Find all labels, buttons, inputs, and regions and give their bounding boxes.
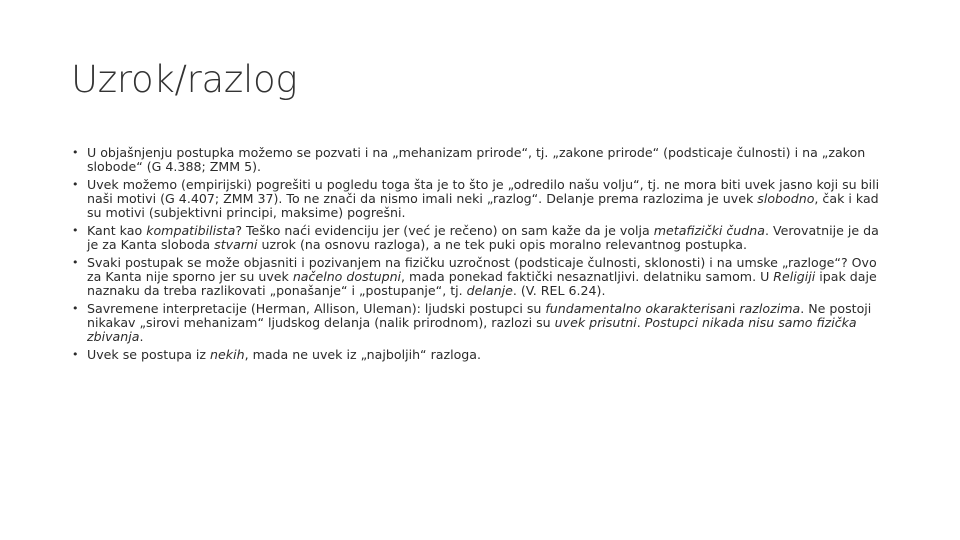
bullet-item	[72, 178, 890, 220]
text-segment: Uvek se postupa iz	[87, 347, 211, 362]
text-segment: ipak daje naznaku da treba razlikovati „ponašanje“ i „postupanje“, tj.	[87, 269, 877, 298]
bullet-item	[72, 256, 890, 298]
italic-text-segment: Religiji	[773, 269, 816, 284]
italic-text-segment: Postupci nikada nisu samo fizička zbivanja	[87, 315, 857, 344]
text-segment: ? Teško naći evidenciju jer (već je rečeno) on sam kaže da je volja	[235, 223, 654, 238]
bullet-marker: •	[72, 224, 79, 237]
bullet-item	[72, 348, 890, 362]
bullet-text	[87, 223, 879, 252]
italic-text-segment: slobodno	[757, 191, 815, 206]
bullet-marker: •	[72, 302, 79, 315]
text-segment: . Verovatnije je da je za Kanta sloboda	[87, 223, 879, 252]
italic-text-segment: delanje	[466, 283, 513, 298]
italic-text-segment: kompatibilista	[146, 223, 236, 238]
bullet-text	[87, 255, 877, 298]
italic-text-segment: stvarni	[214, 237, 258, 252]
text-segment: Uvek možemo (empirijski) pogrešiti u pogledu toga šta je to što je „odredilo našu volju“, tj. ne mora biti uvek jasno koji su bili naši motivi (G 4.407; ZMM 37). To ne znači da nismo imali neki „razlog“. Delanje prema razlozima je uvek	[87, 177, 880, 206]
text-segment: i	[731, 301, 740, 316]
bullet-text	[87, 145, 865, 174]
italic-text-segment: razlozima	[739, 301, 801, 316]
text-segment: U objašnjenju postupka možemo se pozvati i na „mehanizam prirode“, tj. „zakone prirode“ (podsticaje čulnosti) i na „zakon slobode“ (G 4.388; ZMM 5).	[87, 145, 866, 174]
text-segment: , mada ponekad faktički nesaznatljivi. delatniku samom. U	[401, 269, 774, 284]
italic-text-segment: metafizički čudna	[653, 223, 765, 238]
text-segment: , mada ne uvek iz „najboljih“ razloga.	[244, 347, 481, 362]
bullet-text	[87, 347, 481, 362]
bullet-text	[87, 177, 879, 220]
slide-title: Uzrok/razlog	[71, 58, 298, 101]
text-segment: . Ne postoji nikakav „sirovi mehanizam“ ljudskog delanja (nalik prirodnom), razlozi su	[87, 301, 872, 330]
text-segment: , čak i kad su motivi (subjektivni principi, maksime) pogrešni.	[87, 191, 879, 220]
bullet-text	[87, 301, 871, 344]
text-segment: Kant kao	[87, 223, 147, 238]
bullet-item	[72, 146, 890, 174]
bullet-marker: •	[72, 146, 79, 159]
italic-text-segment: nekih	[210, 347, 245, 362]
bullet-item	[72, 224, 890, 252]
bullet-list	[72, 146, 890, 366]
text-segment: Svaki postupak se može objasniti i pozivanjem na fizičku uzročnost (podsticaje čulnosti, sklonosti) i na umske „razloge“? Ovo za Kanta nije sporno jer su uvek	[87, 255, 877, 284]
bullet-marker: •	[72, 256, 79, 269]
italic-text-segment: uvek prisutni	[554, 315, 637, 330]
italic-text-segment: fundamentalno okarakterisan	[545, 301, 732, 316]
text-segment: .	[636, 315, 645, 330]
bullet-item	[72, 302, 890, 344]
text-segment: . (V. REL 6.24).	[512, 283, 606, 298]
bullet-marker: •	[72, 348, 79, 361]
text-segment: uzrok (na osnovu razloga), a ne tek puki opis moralno relevantnog postupka.	[257, 237, 747, 252]
text-segment: Savremene interpretacije (Herman, Allison, Uleman): ljudski postupci su	[87, 301, 546, 316]
bullet-marker: •	[72, 178, 79, 191]
italic-text-segment: načelno dostupni	[292, 269, 402, 284]
text-segment: .	[139, 329, 144, 344]
